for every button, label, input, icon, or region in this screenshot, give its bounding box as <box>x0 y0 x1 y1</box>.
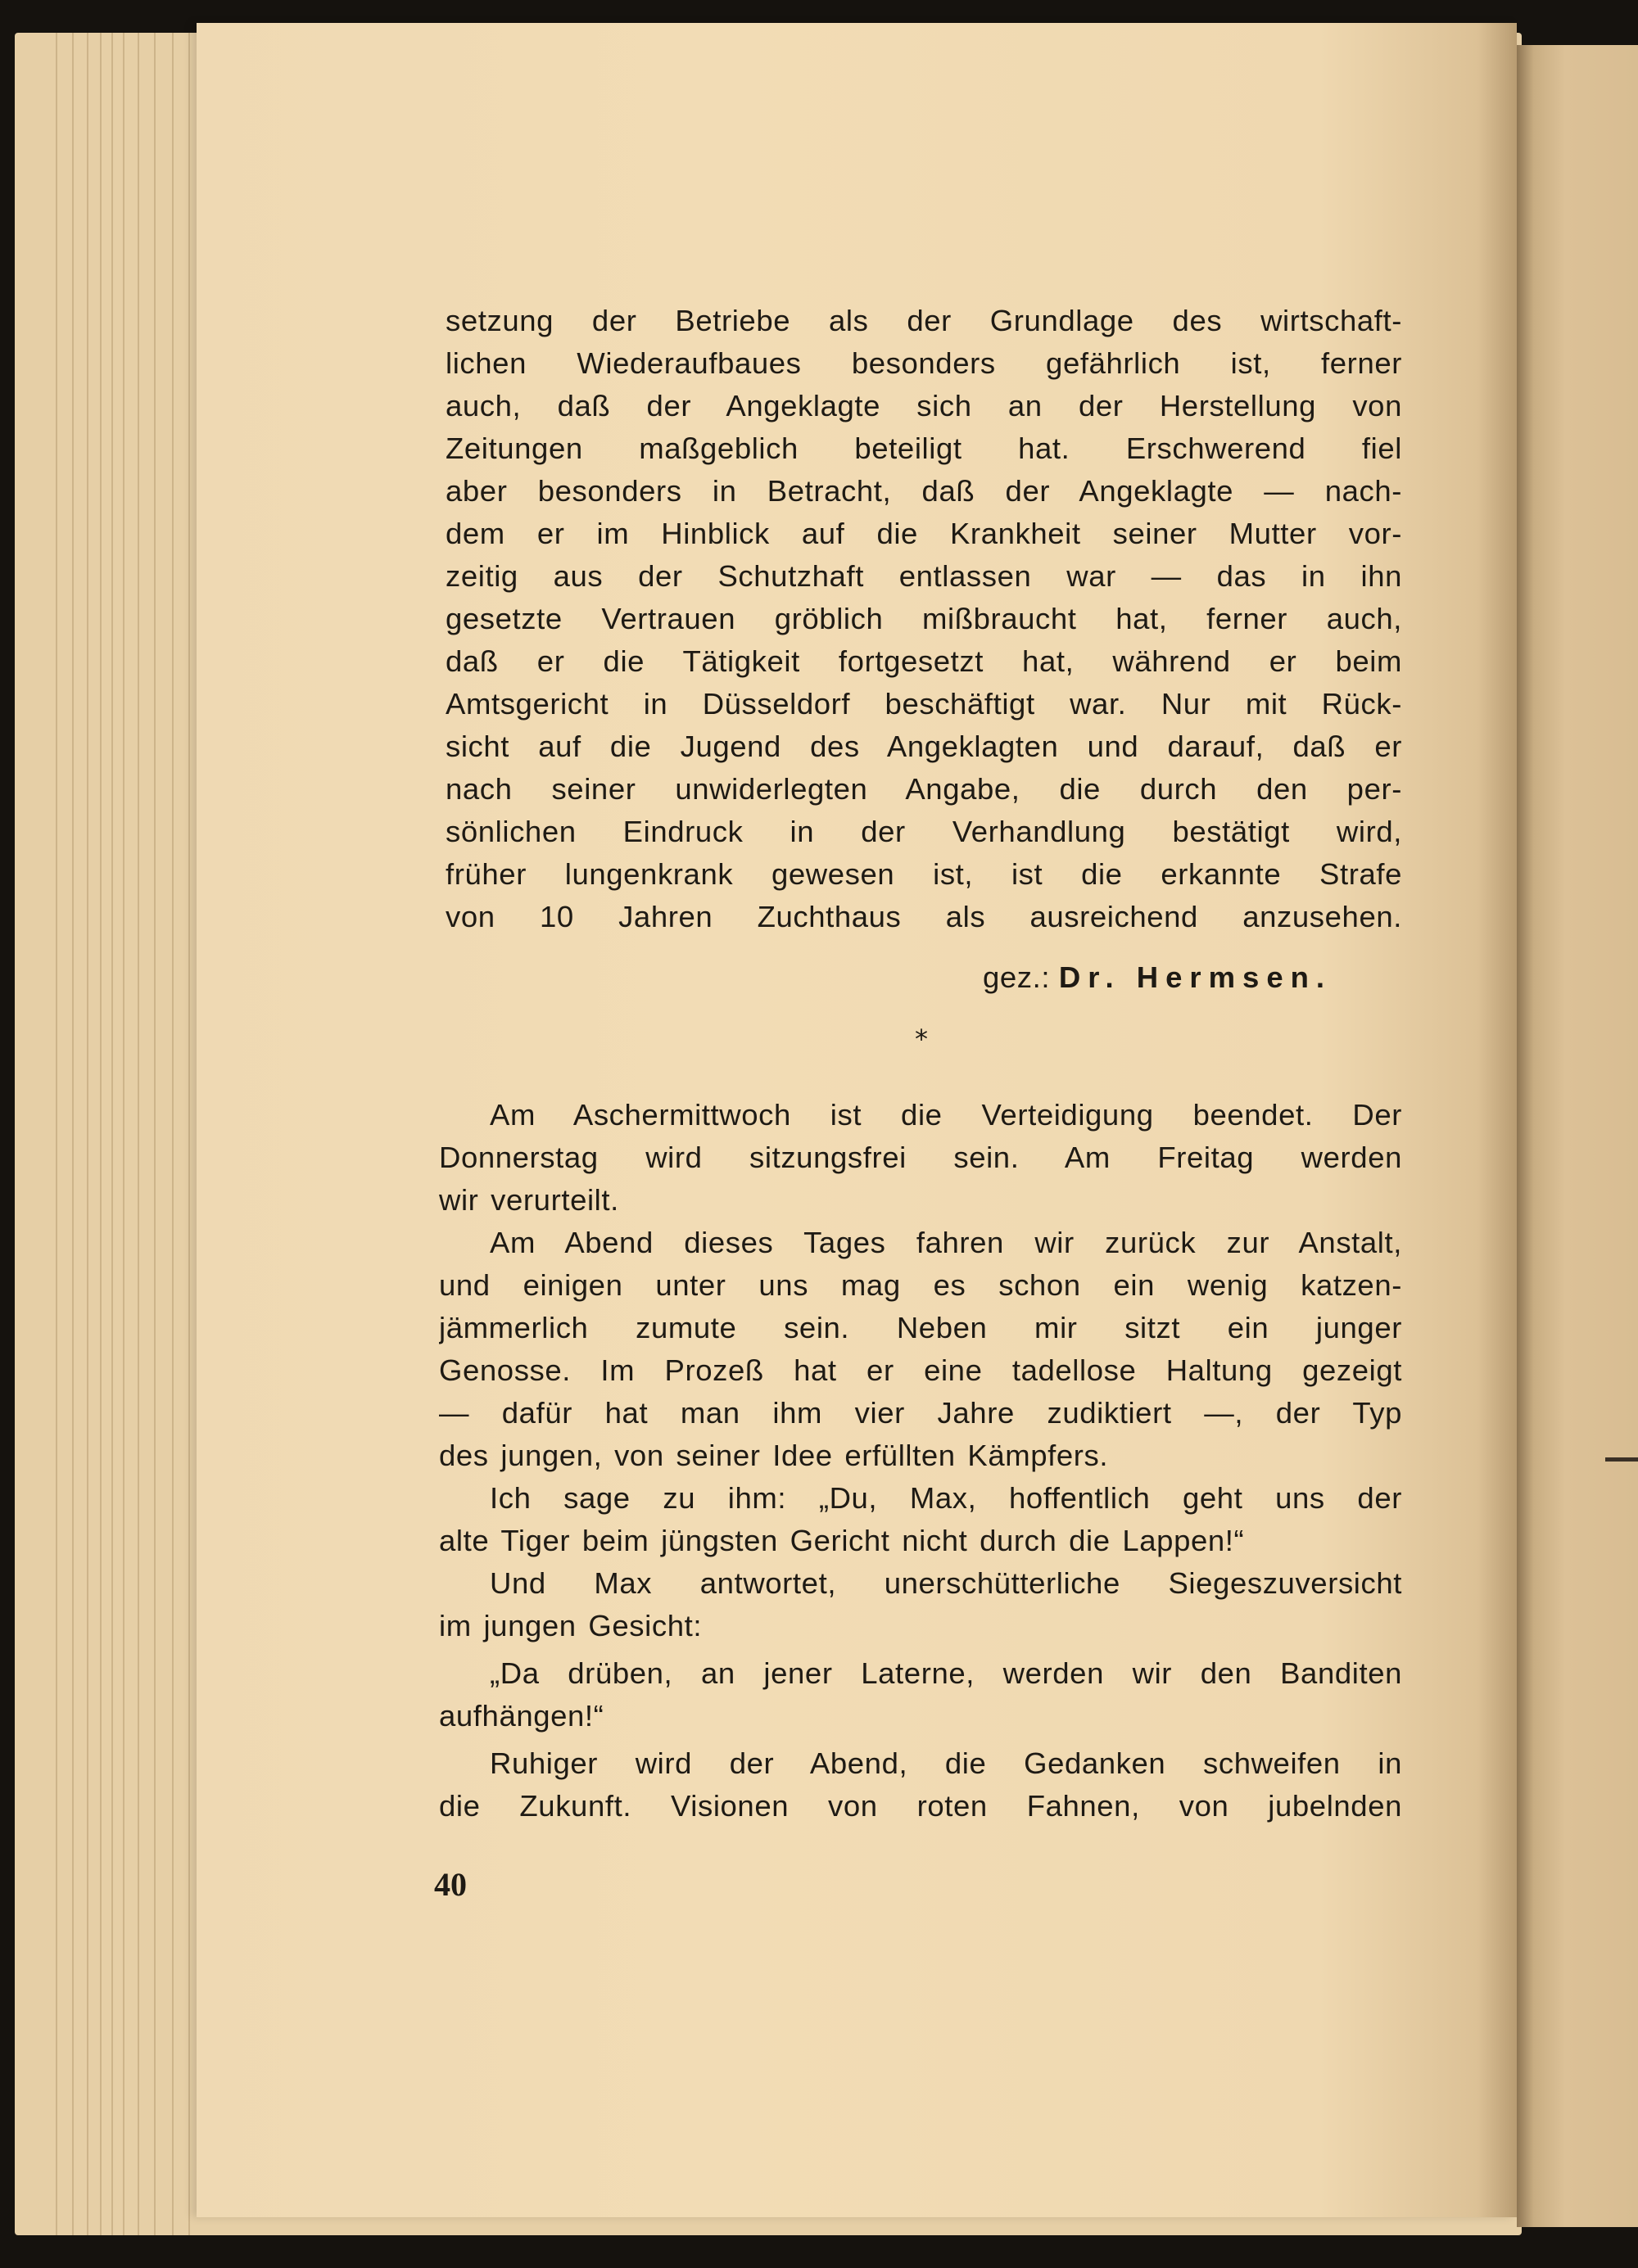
text-line: Genosse. Im Prozeß hat er eine tadellose Haltung gezeigt <box>439 1353 1402 1387</box>
page-edge <box>111 33 113 2235</box>
text-line: sicht auf die Jugend des Angeklagten und darauf, daß er <box>446 730 1402 763</box>
page-edge <box>123 33 124 2235</box>
page-mark <box>1605 1457 1638 1462</box>
text-line: Am Abend dieses Tages fahren wir zurück zur Anstalt, <box>490 1226 1402 1259</box>
text-line: Donnerstag wird sitzungsfrei sein. Am Freitag werden <box>439 1141 1402 1174</box>
text-line: setzung der Betriebe als der Grundlage des wirtschaft- <box>446 304 1402 337</box>
signature-prefix: gez.: <box>983 960 1051 994</box>
page-edge <box>188 33 190 2235</box>
page-edge <box>172 33 174 2235</box>
text-line: — dafür hat man ihm vier Jahre zudiktiert —, der Typ <box>439 1396 1402 1430</box>
text-line: Ich sage zu ihm: „Du, Max, hoffentlich geht uns der <box>490 1481 1402 1515</box>
text-line: und einigen unter uns mag es schon ein wenig katzen- <box>439 1268 1402 1302</box>
section-separator: * <box>915 1023 928 1055</box>
text-line: aber besonders in Betracht, daß der Angeklagte — nach- <box>446 474 1402 508</box>
page-number: 40 <box>434 1866 467 1903</box>
text-line: Am Aschermittwoch ist die Verteidigung beendet. Der <box>490 1098 1402 1132</box>
signature-name: Dr. Hermsen. <box>1058 960 1333 994</box>
text-line: zeitig aus der Schutzhaft entlassen war — das in ihn <box>446 559 1402 593</box>
text-line: Ruhiger wird der Abend, die Gedanken schweifen in <box>490 1746 1402 1780</box>
text-line: sönlichen Eindruck in der Verhandlung bestätigt wird, <box>446 815 1402 848</box>
page-edge <box>72 33 74 2235</box>
text-line: lichen Wiederaufbaues besonders gefährlich ist, ferner <box>446 346 1402 380</box>
text-line: jämmerlich zumute sein. Neben mir sitzt ein junger <box>439 1311 1402 1344</box>
text-line: des jungen, von seiner Idee erfüllten Kämpfers. <box>439 1439 1109 1472</box>
text-line: wir verurteilt. <box>439 1183 619 1217</box>
page-edge <box>100 33 102 2235</box>
text-line: Amtsgericht in Düsseldorf beschäftigt war. Nur mit Rück- <box>446 687 1402 721</box>
text-line: auch, daß der Angeklagte sich an der Herstellung von <box>446 389 1402 422</box>
text-line: dem er im Hinblick auf die Krankheit seiner Mutter vor- <box>446 517 1402 550</box>
page-edge <box>138 33 139 2235</box>
text-line: von 10 Jahren Zuchthaus als ausreichend anzusehen. <box>446 900 1402 933</box>
text-line: früher lungenkrank gewesen ist, ist die erkannte Strafe <box>446 857 1402 891</box>
text-line: die Zukunft. Visionen von roten Fahnen, von jubelnden <box>439 1789 1402 1823</box>
text-line: „Da drüben, an jener Laterne, werden wir den Banditen <box>490 1656 1402 1690</box>
text-line: gesetzte Vertrauen gröblich mißbraucht hat, ferner auch, <box>446 602 1402 635</box>
page-edge <box>87 33 88 2235</box>
page-edge <box>56 33 57 2235</box>
text-line: daß er die Tätigkeit fortgesetzt hat, während er beim <box>446 644 1402 678</box>
facing-page <box>1517 45 1638 2227</box>
text-line: alte Tiger beim jüngsten Gericht nicht durch die Lappen!“ <box>439 1524 1245 1557</box>
text-line: nach seiner unwiderlegten Angabe, die durch den per- <box>446 772 1402 806</box>
text-line: im jungen Gesicht: <box>439 1609 703 1642</box>
judgment-paragraph <box>446 300 1402 938</box>
text-line: aufhängen!“ <box>439 1699 604 1733</box>
signature <box>983 960 1332 995</box>
text-line: Und Max antwortet, unerschütterliche Siegeszuversicht <box>490 1566 1402 1600</box>
narrative-text <box>439 1094 1402 1828</box>
page-edge <box>154 33 156 2235</box>
text-line: Zeitungen maßgeblich beteiligt hat. Erschwerend fiel <box>446 431 1402 465</box>
